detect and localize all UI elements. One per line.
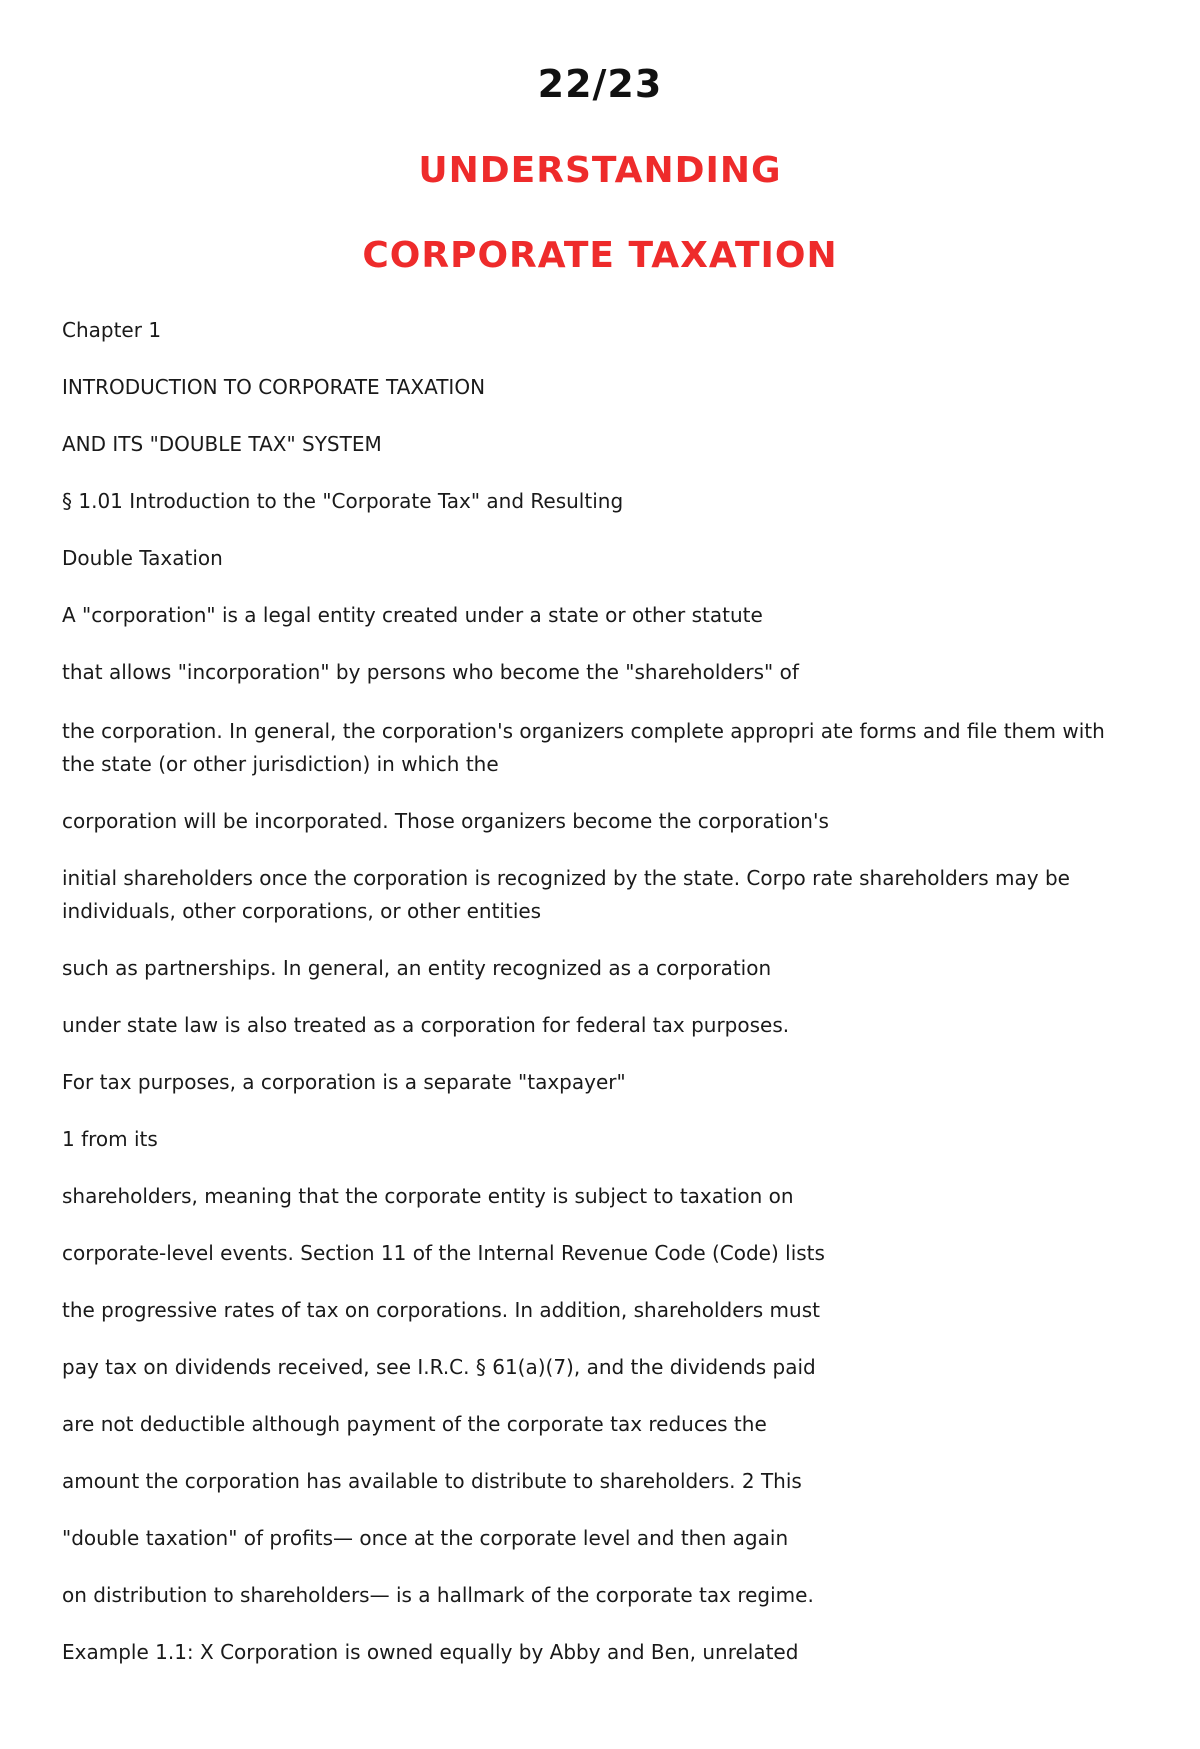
title-line-1: UNDERSTANDING: [418, 150, 782, 191]
body-line: corporation will be incorporated. Those organizers become the corporation's: [62, 809, 829, 833]
body-line: are not deductible although payment of the corporate tax reduces the: [62, 1412, 767, 1436]
body-line: pay tax on dividends received, see I.R.C. § 61(a)(7), and the dividends paid: [62, 1355, 816, 1379]
body-line: such as partnerships. In general, an entity recognized as a corporation: [62, 956, 772, 980]
body-line-wrapped: the corporation. In general, the corporation's organizers complete appropri ate forms and file them with the state (or other jurisdiction) in which the: [62, 719, 1105, 776]
example-line: Example 1.1: X Corporation is owned equally by Abby and Ben, unrelated: [62, 1640, 799, 1664]
section-heading-line-1: § 1.01 Introduction to the "Corporate Tax" and Resulting: [62, 489, 624, 513]
body-line: shareholders, meaning that the corporate entity is subject to taxation on: [62, 1184, 794, 1208]
body-line: on distribution to shareholders— is a hallmark of the corporate tax regime.: [62, 1583, 814, 1607]
chapter-title-line-2: AND ITS "DOUBLE TAX" SYSTEM: [62, 432, 382, 456]
body-line: "double taxation" of profits— once at the corporate level and then again: [62, 1526, 789, 1550]
title-line-2: CORPORATE TAXATION: [362, 235, 838, 276]
body-line: A "corporation" is a legal entity created under a state or other statute: [62, 603, 763, 627]
body-line: For tax purposes, a corporation is a separate "taxpayer": [62, 1070, 626, 1094]
chapter-label: Chapter 1: [62, 318, 162, 342]
body-line: the progressive rates of tax on corporations. In addition, shareholders must: [62, 1298, 820, 1322]
body-line: under state law is also treated as a corporation for federal tax purposes.: [62, 1013, 790, 1037]
section-heading-line-2: Double Taxation: [62, 546, 223, 570]
body-line: amount the corporation has available to distribute to shareholders. 2 This: [62, 1469, 802, 1493]
footnote-ref-line: 1 from its: [62, 1127, 158, 1151]
body-line-wrapped: initial shareholders once the corporation is recognized by the state. Corpo rate shareholders may be individuals, other corporations, or other entities: [62, 866, 1070, 923]
body-line: that allows "incorporation" by persons who become the "shareholders" of: [62, 660, 799, 684]
year-heading: 22/23: [537, 62, 663, 106]
chapter-title-line-1: INTRODUCTION TO CORPORATE TAXATION: [62, 375, 486, 399]
body-line: corporate-level events. Section 11 of the Internal Revenue Code (Code) lists: [62, 1241, 825, 1265]
